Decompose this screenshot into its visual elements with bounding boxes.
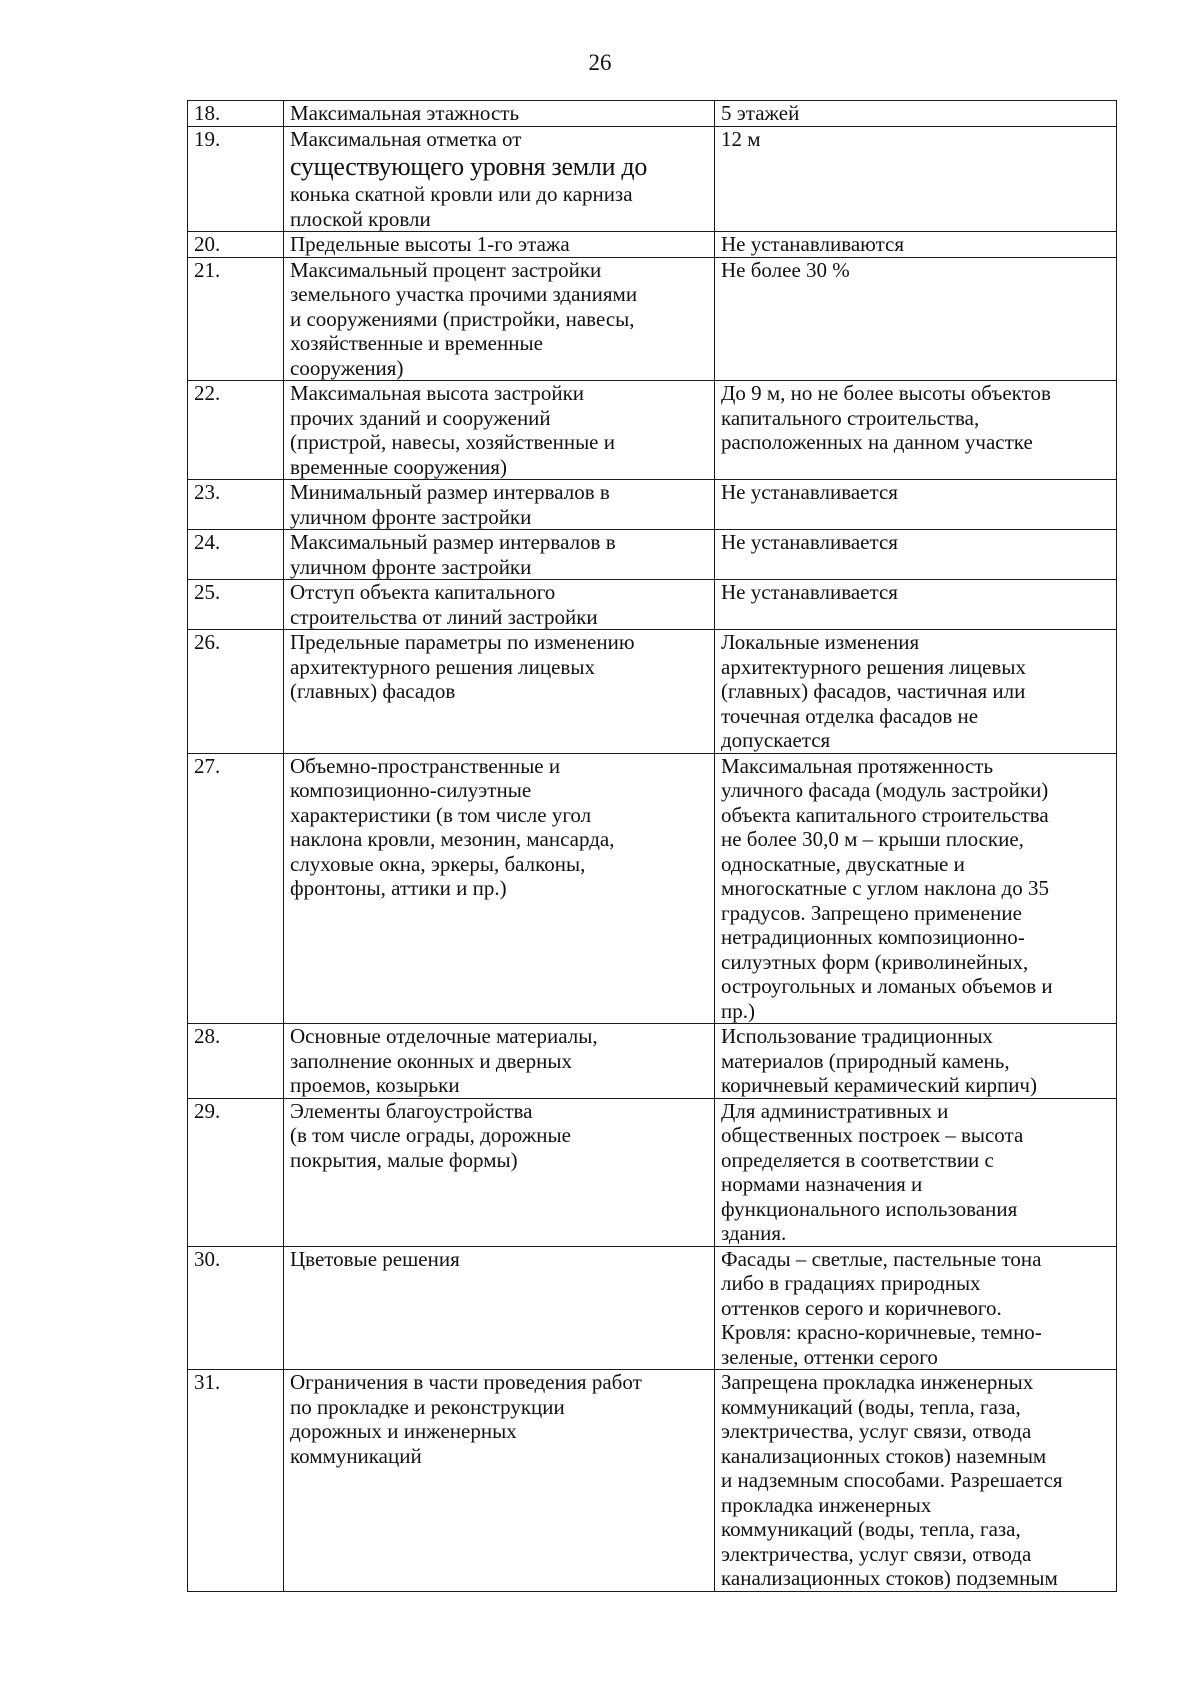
parameter-name-part-large: существующего уровня земли до: [290, 152, 648, 181]
parameter-value: Не более 30 %: [715, 257, 1117, 381]
table-row: [188, 232, 1117, 258]
parameter-name: Минимальный размер интервалов в уличном фронте застройки: [284, 480, 715, 530]
parameter-name: Максимальная этажность: [284, 101, 715, 127]
table-row: [188, 580, 1117, 630]
table-row: [188, 1098, 1117, 1246]
row-number: 30.: [188, 1246, 284, 1370]
parameter-name-part: конька скатной кровли или до карниза плоской кровли: [290, 182, 633, 231]
table-row: [188, 126, 1117, 232]
row-number: 31.: [188, 1370, 284, 1592]
table-row: [188, 1370, 1117, 1592]
row-number: 29.: [188, 1098, 284, 1246]
parameter-name: Максимальная высота застройки прочих зданий и сооружений (пристрой, навесы, хозяйственные и временные сооружения): [284, 381, 715, 480]
table-row: [188, 480, 1117, 530]
parameter-name: Ограничения в части проведения работ по прокладке и реконструкции дорожных и инженерных коммуникаций: [284, 1370, 715, 1592]
row-number: 25.: [188, 580, 284, 630]
table-row: [188, 630, 1117, 754]
parameter-value: Не устанавливается: [715, 580, 1117, 630]
table-row: [188, 101, 1117, 127]
parameter-value: Для административных и общественных построек – высота определяется в соответствии с нормами назначения и функционального использования здания.: [715, 1098, 1117, 1246]
table-row: [188, 381, 1117, 480]
parameter-name: Объемно-пространственные и композиционно-силуэтные характеристики (в том числе угол наклона кровли, мезонин, мансарда, слуховые окна, эркеры, балконы, фронтоны, аттики и пр.): [284, 753, 715, 1024]
parameter-value: Использование традиционных материалов (природный камень, коричневый керамический кирпич): [715, 1024, 1117, 1099]
parameter-name: [284, 126, 715, 232]
parameters-table: [187, 100, 1117, 1592]
parameter-name-part: Максимальная отметка от: [290, 126, 522, 151]
parameter-name: Основные отделочные материалы, заполнение оконных и дверных проемов, козырьки: [284, 1024, 715, 1099]
parameter-value: Максимальная протяженность уличного фасада (модуль застройки) объекта капитального строительства не более 30,0 м – крыши плоские, односкатные, двускатные и многоскатные с углом наклона до 35 градусов. Запрещено применение нетрадиционных композиционно- силуэтных форм (криволинейных, остроугольных и ломаных объемов и пр.): [715, 753, 1117, 1024]
row-number: 20.: [188, 232, 284, 258]
parameter-name: Элементы благоустройства (в том числе ограды, дорожные покрытия, малые формы): [284, 1098, 715, 1246]
parameter-name: Максимальный процент застройки земельного участка прочими зданиями и сооружениями (пристройки, навесы, хозяйственные и временные сооружения): [284, 257, 715, 381]
parameter-value: Запрещена прокладка инженерных коммуникаций (воды, тепла, газа, электричества, услуг связи, отвода канализационных стоков) наземным и надземным способами. Разрешается прокладка инженерных коммуникаций (воды, тепла, газа, электричества, услуг связи, отвода канализационных стоков) подземным: [715, 1370, 1117, 1592]
row-number: 24.: [188, 530, 284, 580]
table-row: [188, 1246, 1117, 1370]
parameter-value: Не устанавливается: [715, 480, 1117, 530]
table-row: [188, 1024, 1117, 1099]
row-number: 26.: [188, 630, 284, 754]
parameter-value: 12 м: [715, 126, 1117, 232]
table-row: [188, 753, 1117, 1024]
row-number: 23.: [188, 480, 284, 530]
parameter-name: Цветовые решения: [284, 1246, 715, 1370]
row-number: 22.: [188, 381, 284, 480]
parameter-value: Не устанавливается: [715, 530, 1117, 580]
page-number: 26: [588, 50, 612, 75]
table-row: [188, 530, 1117, 580]
parameter-name: Предельные параметры по изменению архитектурного решения лицевых (главных) фасадов: [284, 630, 715, 754]
table-row: [188, 257, 1117, 381]
parameter-name: Предельные высоты 1-го этажа: [284, 232, 715, 258]
parameter-value: До 9 м, но не более высоты объектов капитального строительства, расположенных на данном участке: [715, 381, 1117, 480]
row-number: 27.: [188, 753, 284, 1024]
parameter-value: Не устанавливаются: [715, 232, 1117, 258]
parameter-name: Отступ объекта капитального строительства от линий застройки: [284, 580, 715, 630]
row-number: 18.: [188, 101, 284, 127]
parameter-value: Локальные изменения архитектурного решения лицевых (главных) фасадов, частичная или точечная отделка фасадов не допускается: [715, 630, 1117, 754]
row-number: 21.: [188, 257, 284, 381]
parameter-value: 5 этажей: [715, 101, 1117, 127]
parameter-value: Фасады – светлые, пастельные тона либо в градациях природных оттенков серого и коричневого. Кровля: красно-коричневые, темно- зеленые, оттенки серого: [715, 1246, 1117, 1370]
row-number: 28.: [188, 1024, 284, 1099]
parameter-name: Максимальный размер интервалов в уличном фронте застройки: [284, 530, 715, 580]
row-number: 19.: [188, 126, 284, 232]
